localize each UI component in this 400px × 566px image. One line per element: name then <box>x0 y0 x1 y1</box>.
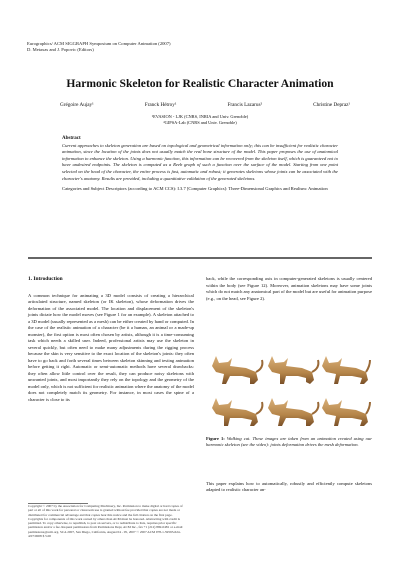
cat-frame-5 <box>268 398 318 426</box>
running-header <box>27 41 171 53</box>
copyright-notice: Copyright © 2007 by the Association for Computing Machinery, Inc. Permission to make digital or hard copies of part or all of this work for personal or classroom use is granted without fee provided that copies are not made or distributed for commercial advantage and that copies bear this notice and the full citation on the first page. Copyrights for components of this work owned by others than ACM must be honored. Abstracting with credit is permitted. To copy otherwise, to republish, to post on servers, or to redistribute to lists, requires prior specific permission and/or a fee. Request permissions from Permissions Dept, ACM Inc., fax +1 (212) 869-0481 or e-mail permissions@acm.org. SCA 2007, San Diego, California, August 04 - 05, 2007 © 2007 ACM 978-1-59593-624-4/07/0008 $ 5.00 <box>28 504 183 539</box>
figure-caption <box>206 436 372 449</box>
section-divider <box>28 257 372 259</box>
intro-after-figure: This paper explains how to automatically, robustly and efficiently compute skeletons adapted to realistic character an- <box>206 481 372 493</box>
affiliation-1: ¹EVASION - LJK (CNRS, INRIA and Univ. Grenoble) <box>151 114 249 119</box>
cat-frames-image <box>206 344 372 428</box>
author-2: Franck Hétroy¹ <box>144 102 177 108</box>
cat-frame-4 <box>212 398 262 426</box>
cat-frame-6 <box>322 398 370 426</box>
author-4: Christine Depraz¹ <box>313 102 350 108</box>
author-1: Grégoire Aujay¹ <box>60 102 94 108</box>
author-3: Francis Lazarus² <box>227 102 263 108</box>
affiliation-2: ²GIPSA-Lab (CNRS and Univ. Grenoble) <box>163 120 237 125</box>
figure-label: Figure 1: <box>206 436 225 441</box>
abstract-section <box>62 136 338 193</box>
affiliations <box>0 114 400 126</box>
cat-frame-3 <box>322 356 370 384</box>
cat-frame-2 <box>268 356 318 384</box>
editors-line: D. Metaxas and J. Popovic (Editors) <box>27 47 94 52</box>
author-list <box>60 102 350 108</box>
intro-continuation: back, while the corresponding axis in computer-generated skeletons is usually centered within the body (see Figure 12). Moreover, animation skeletons may have some joints which do not match any anatomical part of the model but are useful for animation purpose (e.g., on the head, see Figure 2). <box>206 276 372 301</box>
paper-title: Harmonic Skeleton for Realistic Character Animation <box>66 77 334 90</box>
right-column-top <box>206 276 372 302</box>
left-column <box>28 276 194 403</box>
cat-frame-1 <box>212 356 262 384</box>
section-heading-introduction: 1. Introduction <box>28 276 63 282</box>
figure-caption-text: Walking cat. These images are taken from an animation created using our harmonic skeleton (see the video): joints deformation drives the mesh deformation. <box>206 436 372 448</box>
intro-paragraph: A common technique for animating a 3D model consists of creating a hierarchical articulated structure, named skeleton (or IK skeleton), whose deformation drives the deformation of the associated model. The location and displacement of the skeleton's joints dictate how the model moves (see Figure 1 for an example). A skeleton attached to a 3D model (usually represented as a mesh) can be either created by hand or computed. In the case of the realistic animation of a character (be it a human, an animal or a made-up monster), the first option is most often chosen by artists, although it is a time-consuming task which needs a skilled user. Indeed, professional artists may use the skeleton in several quickly, but often need to make many adjustments during the rigging process because the skin is very sensitive to the exact location of the skeleton's joints: they often have to go back and forth several times between skeleton skinning and testing animation before getting it right. Automatic or semi-automatic methods have several drawbacks: they often allow little control over the result, they can produce noisy skeletons with unwanted joints, and most importantly they rely on the topology and the geometry of the model only, which is not sufficient for realistic animation where the anatomy of the model does not completely match its geometry. For instance, in most cases the spine of a character is close to its <box>28 292 194 402</box>
abstract-heading: Abstract <box>62 136 81 141</box>
abstract-text: Current approaches to skeleton generation are based on topological and geometrical information only; this can be insufficient for realistic character animation, since the location of the joints does not usually match the real bone structure of the model. This paper proposes the use of anatomical information to enhance the skeleton. Using a harmonic function, this information can be recovered from the skeleton itself, which is guaranteed not to have undesired endpoints. The skeleton is computed as a Reeb graph of such a function over the surface of the model. Starting from one point selected on the head of the character, the entire process is fast, automatic and robust; it generates skeletons whose joints can be associated with the character's anatomy. Results are provided, including a quantitative validation of the generated skeletons. <box>62 142 338 181</box>
venue-line: Eurographics/ ACM SIGGRAPH Symposium on Computer Animation (2007) <box>27 41 171 46</box>
acm-categories: Categories and Subject Descriptors (according to ACM CCS): I.3.7 [Computer Graphics]: Three-Dimensional Graphics and Realism: Animation <box>62 186 328 192</box>
figure-walking-cat <box>206 344 372 428</box>
